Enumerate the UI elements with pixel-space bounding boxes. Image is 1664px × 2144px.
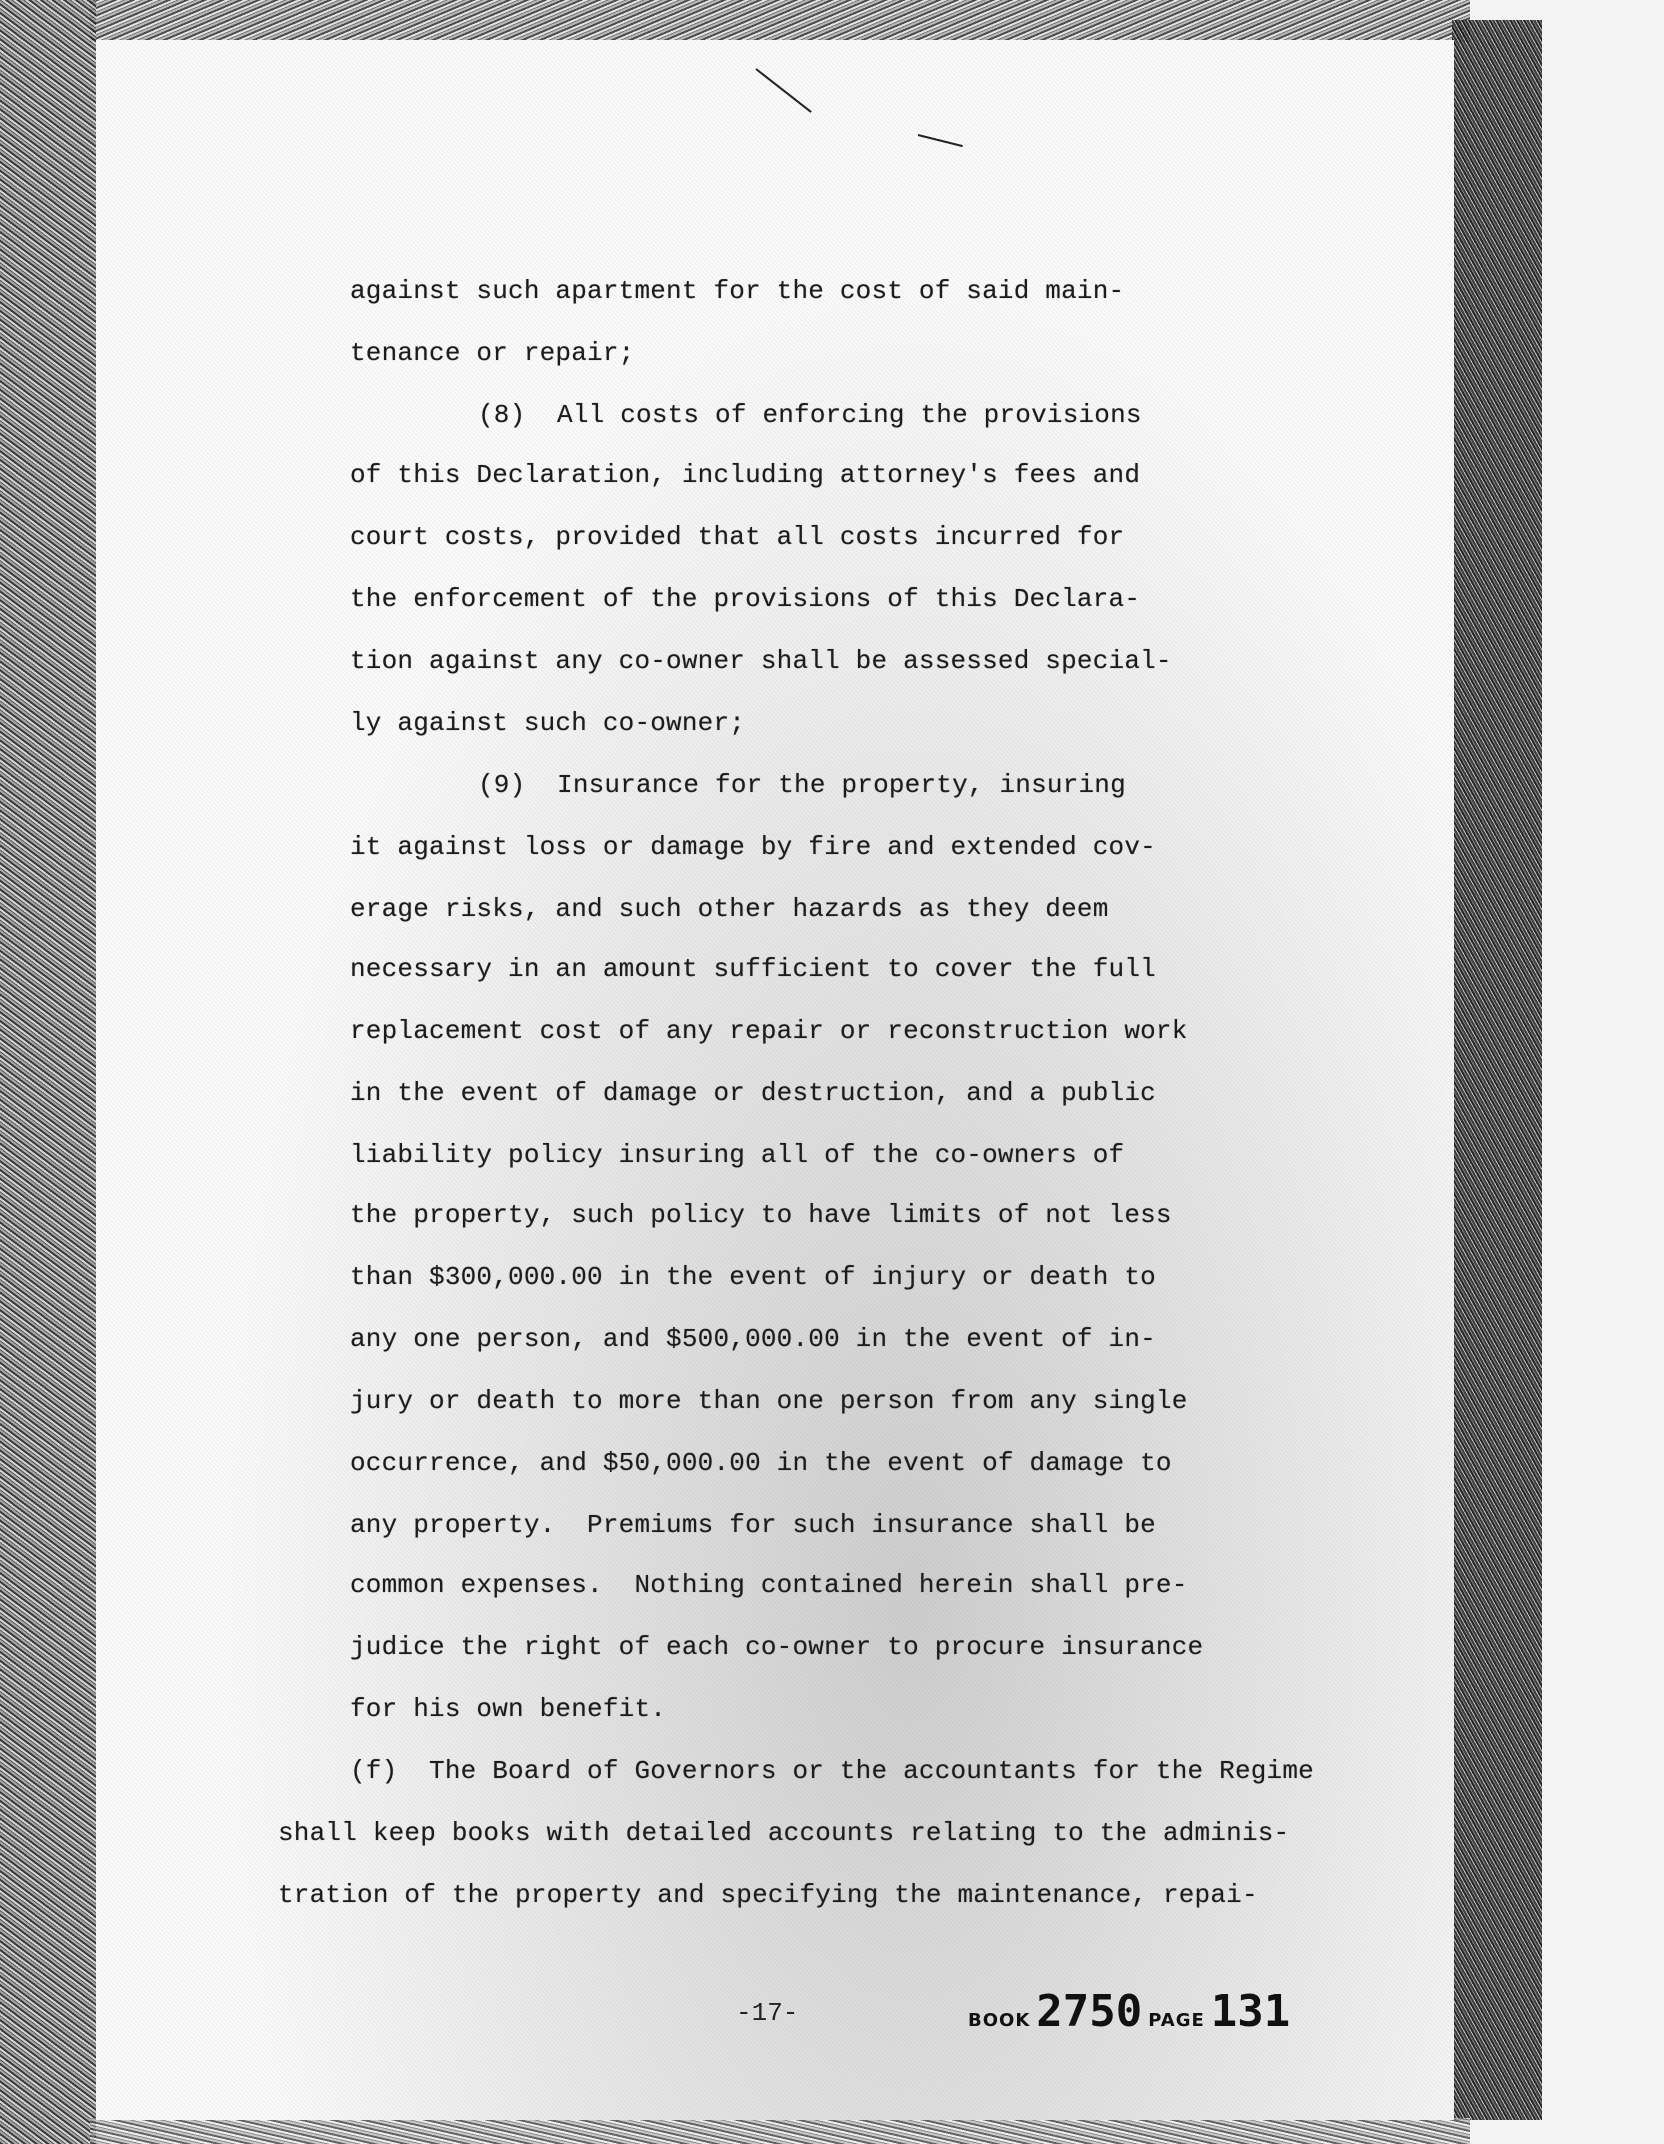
page-number: -17-	[736, 1998, 799, 2028]
book-page-stamp	[968, 1986, 1290, 2037]
scan-border-bottom	[90, 2118, 1470, 2144]
scan-border-top	[90, 0, 1470, 42]
text-line: any one person, and $500,000.00 in the event of in-	[350, 1324, 1156, 1354]
text-line: judice the right of each co-owner to procure insurance	[350, 1632, 1204, 1662]
text-line: than $300,000.00 in the event of injury or death to	[350, 1262, 1156, 1292]
text-line: liability policy insuring all of the co-owners of	[350, 1140, 1125, 1170]
text-line: shall keep books with detailed accounts relating to the adminis-	[278, 1818, 1290, 1848]
text-line: tion against any co-owner shall be assessed special-	[350, 646, 1172, 676]
book-label: BOOK	[968, 2010, 1031, 2031]
pen-mark	[755, 68, 811, 113]
text-line: erage risks, and such other hazards as they deem	[350, 894, 1109, 924]
text-line: court costs, provided that all costs incurred for	[350, 522, 1125, 552]
stamp-page-number: 131	[1210, 1986, 1291, 2037]
text-line: for his own benefit.	[350, 1694, 667, 1724]
text-line: ly against such co-owner;	[350, 708, 746, 738]
text-line: against such apartment for the cost of said main-	[350, 276, 1125, 306]
scan-border-left	[0, 0, 96, 2144]
text-line: tenance or repair;	[350, 338, 635, 368]
text-line: the property, such policy to have limits of not less	[350, 1200, 1172, 1230]
text-line: it against loss or damage by fire and extended cov-	[350, 832, 1156, 862]
text-line: (8) All costs of enforcing the provisions	[478, 400, 1142, 430]
text-line: in the event of damage or destruction, and a public	[350, 1078, 1156, 1108]
page-label: PAGE	[1148, 2010, 1205, 2031]
text-line: jury or death to more than one person from any single	[350, 1386, 1188, 1416]
text-line: replacement cost of any repair or reconstruction work	[350, 1016, 1188, 1046]
scan-border-right	[1452, 20, 1542, 2120]
book-number: 2750	[1036, 1986, 1143, 2037]
pen-mark	[918, 134, 963, 147]
text-line: common expenses. Nothing contained herein shall pre-	[350, 1570, 1188, 1600]
text-line: (f) The Board of Governors or the accountants for the Regime	[350, 1756, 1314, 1786]
text-line: the enforcement of the provisions of this Declara-	[350, 584, 1141, 614]
text-line: necessary in an amount sufficient to cover the full	[350, 954, 1156, 984]
text-line: of this Declaration, including attorney's fees and	[350, 460, 1141, 490]
text-line: tration of the property and specifying the maintenance, repai-	[278, 1880, 1258, 1910]
text-line: (9) Insurance for the property, insuring	[478, 770, 1126, 800]
text-line: occurrence, and $50,000.00 in the event of damage to	[350, 1448, 1172, 1478]
text-line: any property. Premiums for such insurance shall be	[350, 1510, 1156, 1540]
